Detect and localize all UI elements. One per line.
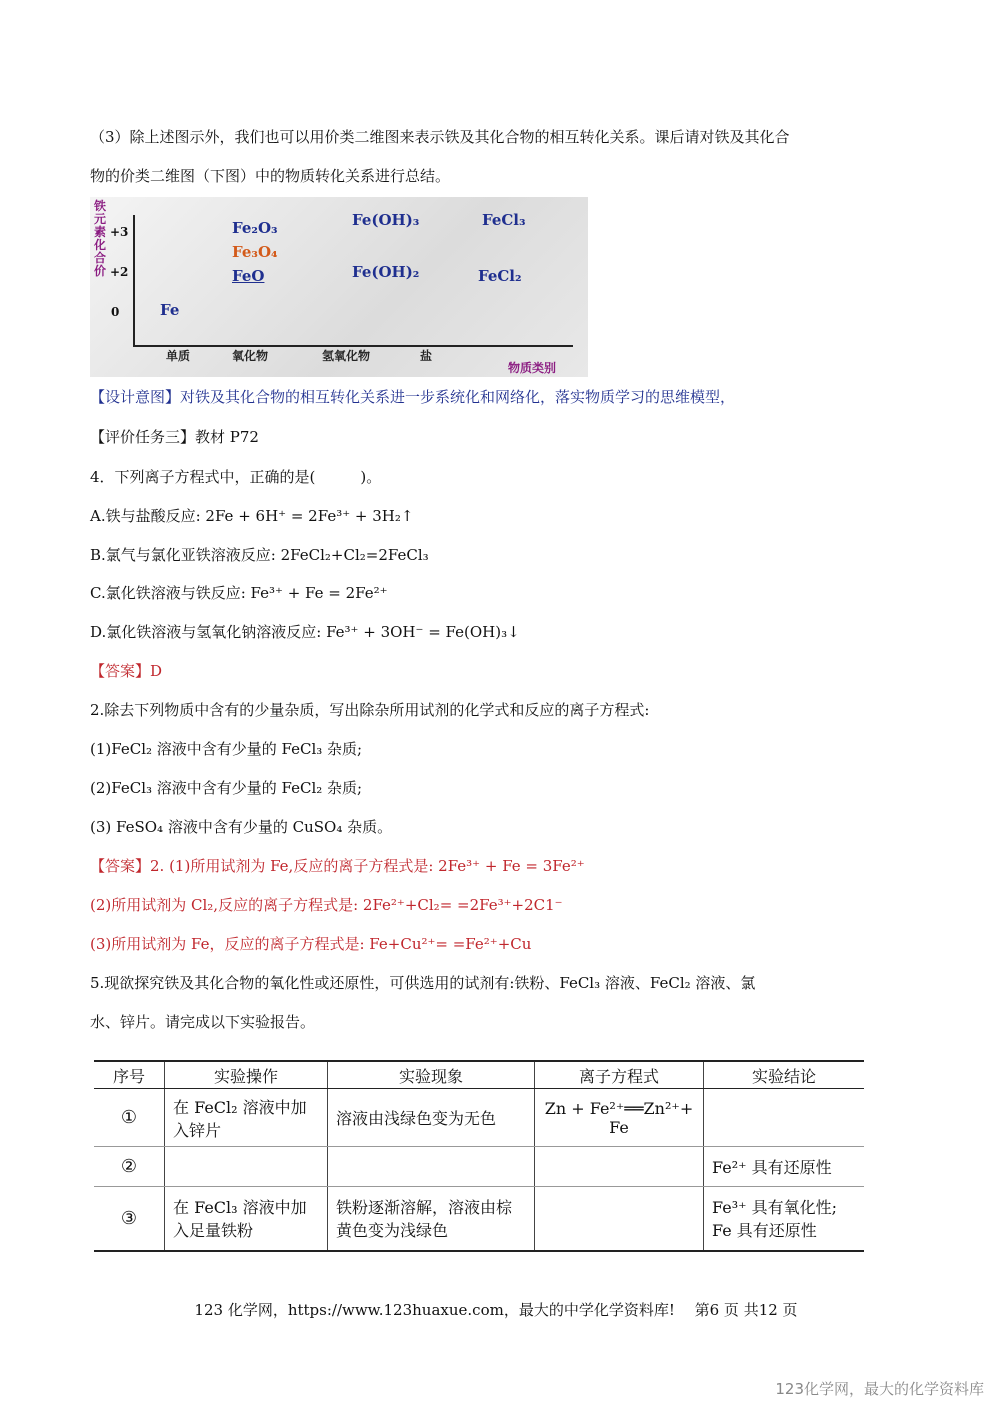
- species-fe2o3: Fe₂O₃: [232, 219, 278, 237]
- q4-option-a: A.铁与盐酸反应: 2Fe + 6H⁺ = 2Fe³⁺ + 3H₂↑: [90, 507, 414, 525]
- species-fecl3: FeCl₃: [482, 211, 526, 229]
- page-footer: 123 化学网，https://www.123huaxue.com，最大的中学化学资料库! 第6 页 共12 页: [194, 1301, 798, 1319]
- q2-answer-2: (2)所用试剂为 Cl₂,反应的离子方程式是: 2Fe²⁺+Cl₂= =2Fe³⁺+2C1⁻: [90, 896, 563, 914]
- row-equation: [535, 1187, 704, 1251]
- q2-answer-3: (3)所用试剂为 Fe，反应的离子方程式是: Fe+Cu²⁺= =Fe²⁺+Cu: [90, 935, 532, 953]
- row-no: ②: [94, 1147, 165, 1187]
- table-row: [94, 1147, 864, 1187]
- species-fe: Fe: [160, 301, 180, 319]
- q4-answer: 【答案】D: [90, 662, 163, 680]
- q2-item-1: (1)FeCl₂ 溶液中含有少量的 FeCl₃ 杂质;: [90, 740, 363, 758]
- header-conclusion: 实验结论: [704, 1061, 865, 1089]
- experiment-report-table: [94, 1060, 864, 1252]
- q2-item-2: (2)FeCl₃ 溶液中含有少量的 FeCl₂ 杂质;: [90, 779, 363, 797]
- y-axis: [133, 215, 135, 347]
- row-observation: [328, 1147, 535, 1187]
- watermark: 123化学网，最大的化学资料库: [775, 1380, 984, 1398]
- q4-option-b: B.氯气与氯化亚铁溶液反应: 2FeCl₂+Cl₂=2FeCl₃: [90, 546, 429, 564]
- y-tick-plus2: +2: [110, 265, 129, 279]
- header-no: 序号: [94, 1061, 165, 1089]
- intro-line-2: 物的价类二维图（下图）中的物质转化关系进行总结。: [90, 167, 451, 185]
- header-observation: 实验现象: [328, 1061, 535, 1089]
- valence-class-diagram: [90, 197, 588, 377]
- y-axis-label: 铁元素化合价: [94, 199, 107, 278]
- row-equation: [535, 1147, 704, 1187]
- q5-line-1: 5.现欲探究铁及其化合物的氧化性或还原性，可供选用的试剂有:铁粉、FeCl₃ 溶液、FeCl₂ 溶液、氯: [90, 974, 756, 992]
- row-observation: 溶液由浅绿色变为无色: [328, 1089, 535, 1147]
- x-category-element: 单质: [166, 349, 191, 363]
- q2-item-3: (3) FeSO₄ 溶液中含有少量的 CuSO₄ 杂质。: [90, 818, 393, 836]
- species-feoh2: Fe(OH)₂: [352, 263, 420, 281]
- row-conclusion: Fe³⁺ 具有氧化性; Fe 具有还原性: [704, 1187, 865, 1251]
- row-operation: 在 FeCl₃ 溶液中加入足量铁粉: [165, 1187, 328, 1251]
- row-no: ①: [94, 1089, 165, 1147]
- x-category-oxide: 氧化物: [232, 349, 269, 363]
- q2-stem: 2.除去下列物质中含有的少量杂质，写出除杂所用试剂的化学式和反应的离子方程式:: [90, 701, 650, 719]
- table-header-row: [94, 1061, 864, 1089]
- q4-option-c: C.氯化铁溶液与铁反应: Fe³⁺ + Fe = 2Fe²⁺: [90, 584, 388, 602]
- design-intent: 【设计意图】对铁及其化合物的相互转化关系进一步系统化和网络化，落实物质学习的思维模型，: [90, 388, 736, 406]
- q4-option-d: D.氯化铁溶液与氢氧化钠溶液反应: Fe³⁺ + 3OH⁻ = Fe(OH)₃↓: [90, 623, 520, 641]
- table-row: [94, 1187, 864, 1251]
- x-axis-title: 物质类别: [508, 361, 557, 375]
- row-equation: Zn + Fe²⁺══Zn²⁺+ Fe: [535, 1089, 704, 1147]
- species-feoh3: Fe(OH)₃: [352, 211, 420, 229]
- x-category-hydroxide: 氢氧化物: [322, 349, 371, 363]
- row-operation: [165, 1147, 328, 1187]
- q5-line-2: 水、锌片。请完成以下实验报告。: [90, 1013, 316, 1031]
- table-row: [94, 1089, 864, 1147]
- row-observation: 铁粉逐渐溶解，溶液由棕黄色变为浅绿色: [328, 1187, 535, 1251]
- q2-answer-1: 【答案】2. (1)所用试剂为 Fe,反应的离子方程式是: 2Fe³⁺ + Fe = 3Fe²⁺: [90, 857, 585, 875]
- species-feo: FeO: [232, 267, 265, 285]
- row-conclusion: Fe²⁺ 具有还原性: [704, 1147, 865, 1187]
- row-conclusion: [704, 1089, 865, 1147]
- header-operation: 实验操作: [165, 1061, 328, 1089]
- header-equation: 离子方程式: [535, 1061, 704, 1089]
- y-tick-zero: 0: [111, 305, 120, 319]
- y-tick-plus3: +3: [110, 225, 129, 239]
- row-no: ③: [94, 1187, 165, 1251]
- species-fecl2: FeCl₂: [478, 267, 522, 285]
- x-category-salt: 盐: [420, 349, 433, 363]
- intro-line-1: （3）除上述图示外，我们也可以用价类二维图来表示铁及其化合物的相互转化关系。课后请对铁及其化合: [90, 128, 790, 146]
- evaluation-task-3: 【评价任务三】教材 P72: [90, 428, 259, 446]
- row-operation: 在 FeCl₂ 溶液中加入锌片: [165, 1089, 328, 1147]
- species-fe3o4: Fe₃O₄: [232, 243, 278, 261]
- q4-stem: 4．下列离子方程式中，正确的是( )。: [90, 468, 382, 486]
